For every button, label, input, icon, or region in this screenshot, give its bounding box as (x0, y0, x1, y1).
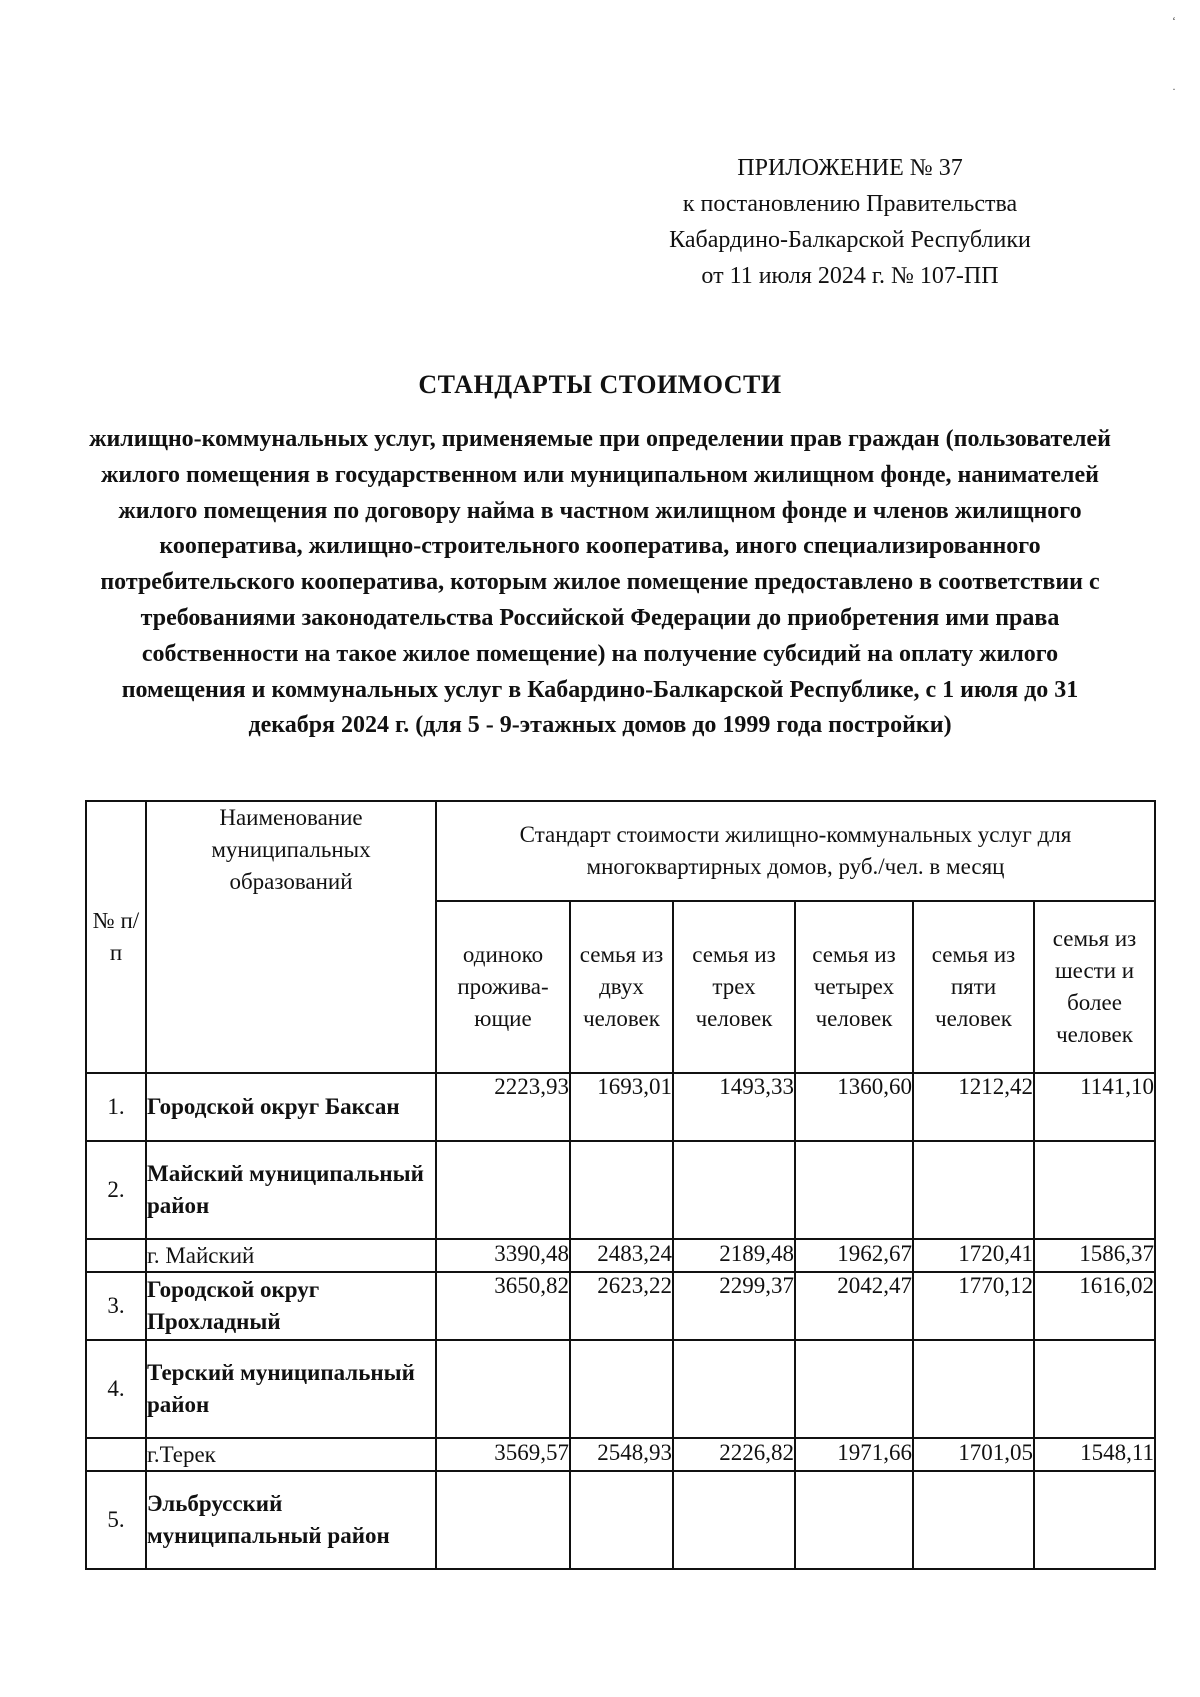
value-cell: 1693,01 (570, 1073, 673, 1141)
appendix-date: от 11 июля 2024 г. № 107-ПП (701, 263, 999, 289)
row-number: 5. (86, 1471, 146, 1569)
value-cell (570, 1340, 673, 1438)
header-number: № п/п (86, 801, 146, 1073)
table-row (86, 1340, 1155, 1438)
value-cell: 2548,93 (570, 1438, 673, 1471)
header-col-single: одиноко прожива-ющие (436, 901, 570, 1073)
row-number: 1. (86, 1073, 146, 1141)
scan-speck: · (1172, 82, 1176, 96)
value-cell: 1701,05 (913, 1438, 1034, 1471)
row-municipality: Эльбрусский муниципальный район (146, 1471, 436, 1569)
value-cell: 1141,10 (1034, 1073, 1155, 1141)
value-cell (673, 1340, 795, 1438)
scan-speck: ‘ (1172, 14, 1176, 28)
row-number (86, 1239, 146, 1272)
table-row (86, 1471, 1155, 1569)
value-cell: 3650,82 (436, 1272, 570, 1340)
appendix-block (600, 150, 1100, 294)
value-cell (795, 1340, 913, 1438)
document-title: СТАНДАРТЫ СТОИМОСТИ (418, 370, 782, 399)
table-row (86, 1438, 1155, 1471)
row-number (86, 1438, 146, 1471)
value-cell (1034, 1340, 1155, 1438)
header-col-five: семья из пяти человек (913, 901, 1034, 1073)
value-cell: 1548,11 (1034, 1438, 1155, 1471)
value-cell: 1770,12 (913, 1272, 1034, 1340)
value-cell: 1360,60 (795, 1073, 913, 1141)
value-cell (913, 1471, 1034, 1569)
appendix-government: Кабардино-Балкарской Республики (669, 227, 1031, 253)
value-cell: 1720,41 (913, 1239, 1034, 1272)
value-cell: 2299,37 (673, 1272, 795, 1340)
value-cell: 1212,42 (913, 1073, 1034, 1141)
row-municipality: Городской округ Баксан (146, 1073, 436, 1141)
header-col-four: семья из четырех человек (795, 901, 913, 1073)
value-cell: 2483,24 (570, 1239, 673, 1272)
cost-standards-table (85, 800, 1156, 1570)
value-cell: 1971,66 (795, 1438, 913, 1471)
row-municipality: г.Терек (146, 1438, 436, 1471)
value-cell: 1586,37 (1034, 1239, 1155, 1272)
value-cell: 1962,67 (795, 1239, 913, 1272)
table-row (86, 1073, 1155, 1141)
value-cell: 2042,47 (795, 1272, 913, 1340)
row-number: 4. (86, 1340, 146, 1438)
value-cell (795, 1471, 913, 1569)
row-municipality: г. Майский (146, 1239, 436, 1272)
header-group: Стандарт стоимости жилищно-коммунальных услуг для многоквартирных домов, руб./чел. в месяц (436, 801, 1155, 901)
value-cell: 1616,02 (1034, 1272, 1155, 1340)
value-cell (673, 1141, 795, 1239)
value-cell (1034, 1141, 1155, 1239)
value-cell (795, 1141, 913, 1239)
table-row (86, 1272, 1155, 1340)
value-cell (570, 1471, 673, 1569)
row-number: 2. (86, 1141, 146, 1239)
row-municipality: Майский муниципальный район (146, 1141, 436, 1239)
header-col-three: семья из трех человек (673, 901, 795, 1073)
value-cell: 2623,22 (570, 1272, 673, 1340)
document-subtitle: жилищно-коммунальных услуг, применяемые при определении прав граждан (пользователей жилого помещения в государственном или муниципальном жилищном фонде, нанимателей жилого помещения по договору найма в частном жилищном фонде и членов жилищного кооператива, жилищно-строительного кооператива, иного специализированного потребительского кооператива, которым жилое помещение предоставлено в соответствии с требованиями законодательства Российской Федерации до приобретения ими права собственности на такое жилое помещение) на получение субсидий на оплату жилого помещения и коммунальных услуг в Кабардино-Балкарской Республике, с 1 июля до 31 декабря 2024 г. (для 5 - 9-этажных домов до 1999 года постройки) (89, 426, 1111, 739)
appendix-number: ПРИЛОЖЕНИЕ № 37 (737, 155, 963, 181)
value-cell (913, 1141, 1034, 1239)
row-municipality: Терский муниципальный район (146, 1340, 436, 1438)
value-cell: 3569,57 (436, 1438, 570, 1471)
value-cell (436, 1141, 570, 1239)
value-cell: 2226,82 (673, 1438, 795, 1471)
value-cell (1034, 1471, 1155, 1569)
value-cell: 1493,33 (673, 1073, 795, 1141)
value-cell (436, 1340, 570, 1438)
appendix-reference: к постановлению Правительства (682, 191, 1018, 217)
value-cell (673, 1471, 795, 1569)
value-cell (570, 1141, 673, 1239)
value-cell: 2189,48 (673, 1239, 795, 1272)
value-cell (436, 1471, 570, 1569)
value-cell (913, 1340, 1034, 1438)
value-cell: 2223,93 (436, 1073, 570, 1141)
header-municipality: Наименование муниципальных образований (146, 801, 436, 1073)
table-row (86, 1239, 1155, 1272)
value-cell: 3390,48 (436, 1239, 570, 1272)
table-row (86, 1141, 1155, 1239)
row-municipality: Городской округ Прохладный (146, 1272, 436, 1340)
header-col-six-plus: семья из шести и более человек (1034, 901, 1155, 1073)
row-number: 3. (86, 1272, 146, 1340)
header-col-two: семья из двух человек (570, 901, 673, 1073)
